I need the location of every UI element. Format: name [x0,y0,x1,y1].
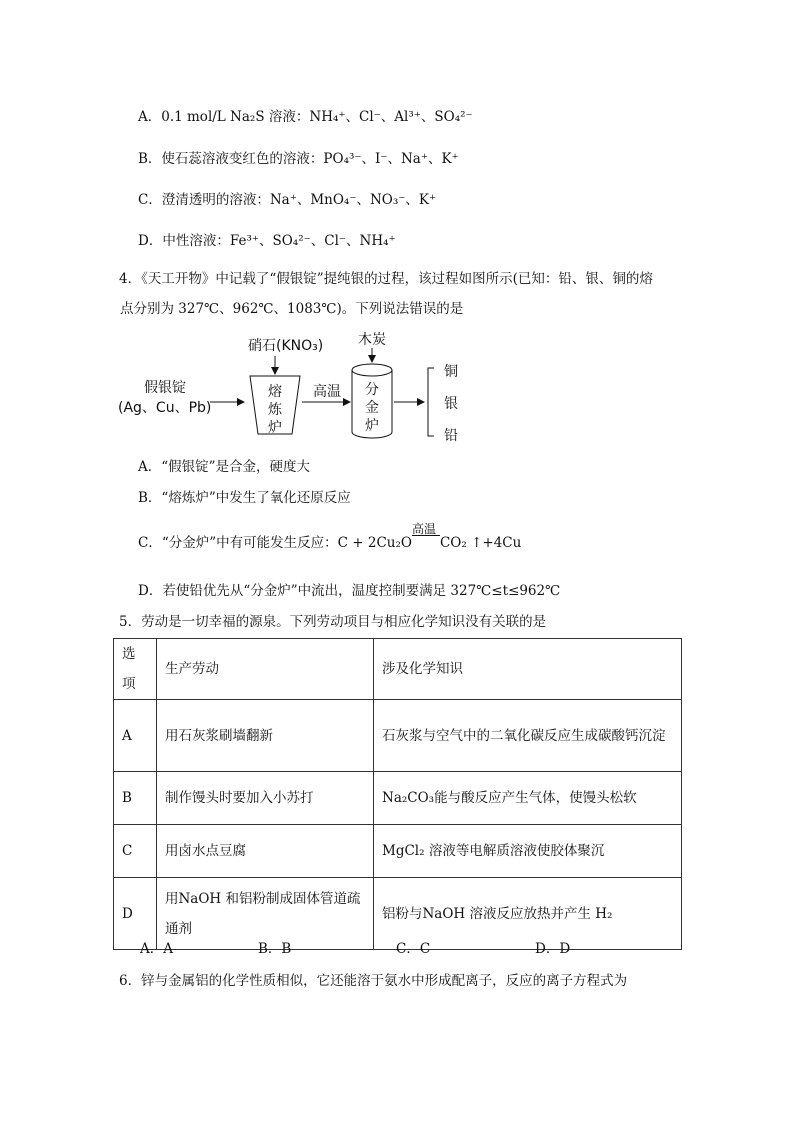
q3-option-d [138,232,396,250]
row-a-knowledge: 石灰浆与空气中的二氧化碳反应生成碳酸钙沉淀 [374,700,682,772]
q3-option-b-ions: PO₄³⁻、I⁻、Na⁺、K⁺ [323,151,459,167]
q3-option-d-label: D．中性溶液： [138,233,230,249]
q4-option-c-eq-right: CO₂ ↑+4Cu [439,535,522,551]
row-b-labor: 制作馒头时要加入小苏打 [157,772,374,825]
furnace1-char3: 炉 [268,420,282,436]
q3-option-a [138,108,473,126]
furnace2-char1: 分 [365,382,379,398]
additive-charcoal-label: 木炭 [358,332,386,348]
input-name-label: 假银锭 [144,380,186,396]
header-knowledge: 涉及化学知识 [374,639,682,700]
q6-stem: 6．锌与金属铝的化学性质相似，它还能溶于氨水中形成配离子，反应的离子方程式为 [119,973,628,989]
header-labor: 生产劳动 [157,639,374,700]
q4-option-c-eq-left: C + 2Cu₂O [337,535,412,551]
table-header-row [114,639,682,700]
row-c-option: C [114,825,157,878]
q5-answer-a: A．A [140,941,173,957]
q5-table [113,638,682,950]
table-row [114,878,682,950]
q4-option-d: D．若使铅优先从“分金炉”中流出，温度控制要满足 327℃≤t≤962℃ [138,583,561,599]
q3-option-c-label: C．澄清透明的溶液： [138,192,270,208]
row-b-knowledge: Na₂CO₃能与酸反应产生气体，使馒头松软 [374,772,682,825]
row-d-knowledge: 铝粉与NaOH 溶液反应放热并产生 H₂ [374,878,682,950]
row-c-knowledge: MgCl₂ 溶液等电解质溶液使胶体聚沉 [374,825,682,878]
process-flow-svg [118,332,478,452]
q5-answer-d: D．D [535,941,571,957]
q3-option-d-ions: Fe³⁺、SO₄²⁻、Cl⁻、NH₄⁺ [229,233,396,249]
q5-answer-options [0,940,794,960]
row-d-option: D [114,878,157,950]
row-a-labor: 用石灰浆刷墙翻新 [157,700,374,772]
furnace2-char2: 金 [365,400,379,416]
q4-option-a: A．“假银锭”是合金，硬度大 [138,459,311,475]
row-c-labor: 用卤水点豆腐 [157,825,374,878]
table-row [114,700,682,772]
q3-option-b [138,150,459,168]
product-lead-label: 铅 [444,428,458,444]
q3-option-a-ions: NH₄⁺、Cl⁻、Al³⁺、SO₄²⁻ [309,109,473,125]
table-row [114,825,682,878]
q4-option-b: B．“熔炼炉”中发生了氧化还原反应 [138,490,351,506]
q4-option-c-eq-condition: 高温 [411,522,436,536]
additive-saltpeter-label: 硝石(KNO₃) [248,338,324,354]
q4-option-c-eq-sign [411,522,440,552]
q5-answer-b: B．B [258,941,292,957]
q4-option-c-label: C．“分金炉”中有可能发生反应： [138,535,338,551]
header-option: 选项 [114,639,157,700]
q3-option-c-ions: Na⁺、MnO₄⁻、NO₃⁻、K⁺ [269,192,437,208]
q3-option-c [138,191,436,209]
furnace1-char1: 熔 [268,384,282,400]
q4-option-c [138,522,522,552]
row-b-option: B [114,772,157,825]
row-a-option: A [114,700,157,772]
products-bracket [428,368,434,436]
input-composition-label: (Ag、Cu、Pb) [118,400,212,416]
q4-process-diagram [118,332,478,452]
condition-high-temp-label: 高温 [313,384,341,400]
q4-stem-line2: 点分别为 327℃、962℃、1083℃)。下列说法错误的是 [120,301,464,317]
table-row [114,772,682,825]
q5-stem: 5．劳动是一切幸福的源泉。下列劳动项目与相应化学知识没有关联的是 [119,614,547,630]
furnace1-char2: 炼 [268,402,282,418]
q3-option-a-label: A．0.1 mol/L Na₂S 溶液： [138,109,310,125]
separating-furnace-top [352,364,392,376]
product-copper-label: 铜 [444,364,458,380]
q3-option-b-label: B．使石蕊溶液变红色的溶液： [138,151,324,167]
product-silver-label: 银 [444,396,458,412]
q4-stem-line1: 4．《天工开物》中记载了“假银锭”提纯银的过程，该过程如图所示(已知：铅、银、铜的熔 [119,271,653,287]
furnace2-char3: 炉 [365,418,379,434]
row-d-labor: 用NaOH 和铝粉制成固体管道疏通剂 [157,878,374,950]
q5-answer-c: C．C [396,941,431,957]
